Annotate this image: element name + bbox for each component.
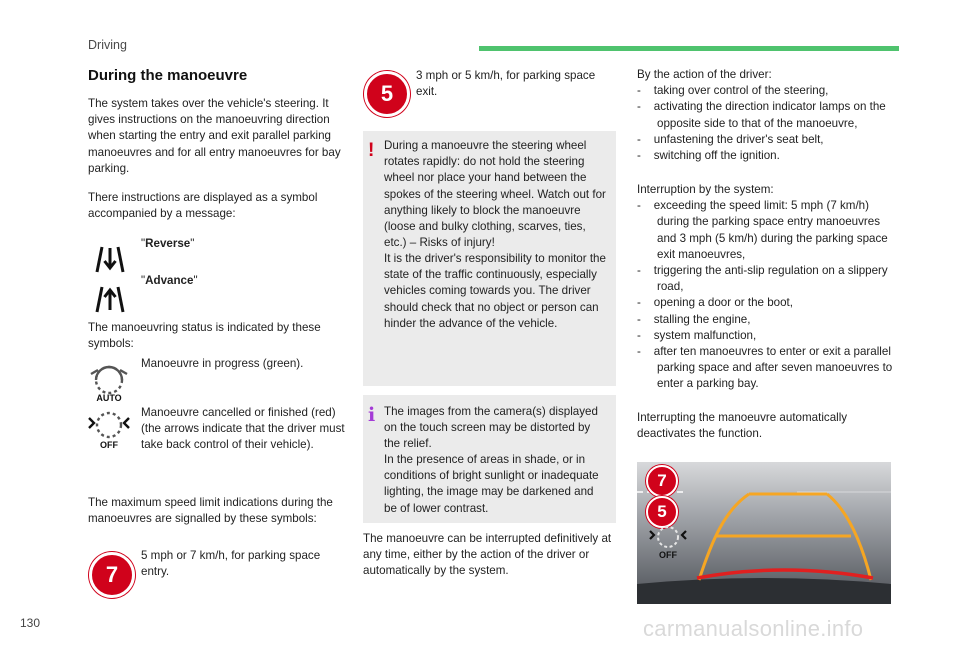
reverse-instruction-icon <box>90 245 130 273</box>
speed-7-text: 5 mph or 7 km/h, for parking space entry. <box>141 549 321 579</box>
info-text-1: The images from the camera(s) displayed on the touch screen may be distorted by the relief. <box>384 405 598 451</box>
system-item: - exceeding the speed limit: 5 mph (7 km/h) during the parking space entry manoeuvres and 3 mph (5 km/h) during the parking space exit manoeuvres, <box>637 199 888 261</box>
driver-intro: By the action of the driver: <box>637 68 772 81</box>
system-item: - system malfunction, <box>637 328 757 342</box>
status-auto-icon <box>86 360 132 404</box>
speed-sign-7: 7 <box>89 552 135 598</box>
driver-item: - taking over control of the steering, <box>637 84 829 98</box>
camera-sign-7: 7 <box>646 465 678 497</box>
system-interruption <box>637 182 899 393</box>
camera-off-text: OFF <box>659 550 677 560</box>
driver-interruption <box>637 67 899 164</box>
section-label: Driving <box>88 38 127 52</box>
warning-text-2: It is the driver's responsibility to monitor the state of the traffic continuously, especially vehicles coming towards you. The driver should check that no object or person can hinder the advance of the vehicle. <box>384 252 606 330</box>
reverse-label: Reverse <box>145 237 191 250</box>
watermark: carmanualsonline.info <box>643 616 864 641</box>
off-text: OFF <box>100 440 118 450</box>
page-number: 130 <box>20 616 41 630</box>
instructions-intro: There instructions are displayed as a symbol accompanied by a message: <box>88 191 318 221</box>
intro-paragraph: The system takes over the vehicle's steering. It gives instructions on the manoeuvring direction when starting the entry and exit parallel parking manoeuvres and for all entry manoeuvres for bay parking. <box>88 97 341 175</box>
advance-instruction-icon <box>90 285 130 313</box>
speed-intro: The maximum speed limit indications during the manoeuvres are signalled by these symbols: <box>88 496 333 526</box>
warning-icon: ! <box>368 140 375 161</box>
advance-label: Advance <box>145 274 194 287</box>
system-item: - stalling the engine, <box>637 312 751 326</box>
info-text-2: In the presence of areas in shade, or in conditions of bright sunlight or inadequate lighting, the image may be darkened and be of lower contrast. <box>384 453 599 515</box>
page-title: During the manoeuvre <box>88 67 248 84</box>
auto-deactivate-text: Interrupting the manoeuvre automatically deactivates the function. <box>637 411 848 441</box>
info-icon: i <box>368 404 376 426</box>
advance-message: "Advance" <box>141 274 198 287</box>
camera-off-icon <box>648 522 688 564</box>
warning-text-1: During a manoeuvre the steering wheel rotates rapidly: do not hold the steering wheel nor place your hand between the spokes of the steering wheel. Watch out for anything likely to block the manoeuvre (loose and bulky clothing, scarves, ties, etc.) – Risks of injury! <box>384 139 606 250</box>
system-item: - after ten manoeuvres to enter or exit a parallel parking space and after seven manoeuvres to enter a parking bay. <box>637 345 893 391</box>
status-off-icon <box>86 407 132 453</box>
reverse-message: "Reverse" <box>141 237 195 250</box>
driver-item: - switching off the ignition. <box>637 149 780 163</box>
status-intro: The manoeuvring status is indicated by these symbols: <box>88 321 321 351</box>
speed-sign-5: 5 <box>364 71 410 117</box>
camera-view-illustration <box>637 462 891 604</box>
driver-item: - activating the direction indicator lamps on the opposite side to that of the manoeuvre, <box>637 100 886 130</box>
camera-sign-5: 5 <box>646 496 678 528</box>
system-item: - triggering the anti-slip regulation on a slippery road, <box>637 264 888 294</box>
in-progress-text: Manoeuvre in progress (green). <box>141 357 304 370</box>
system-intro: Interruption by the system: <box>637 183 774 196</box>
section-header-bar <box>479 46 899 51</box>
auto-text: AUTO <box>96 393 122 403</box>
cancelled-text: Manoeuvre cancelled or finished (red) (the arrows indicate that the driver must take back control of their vehicle). <box>141 406 345 452</box>
system-item: - opening a door or the boot, <box>637 296 793 310</box>
speed-5-text: 3 mph or 5 km/h, for parking space exit. <box>416 69 596 99</box>
driver-item: - unfastening the driver's seat belt, <box>637 132 824 146</box>
interrupt-paragraph: The manoeuvre can be interrupted definitively at any time, either by the action of the driver or automatically by the system. <box>363 532 612 578</box>
